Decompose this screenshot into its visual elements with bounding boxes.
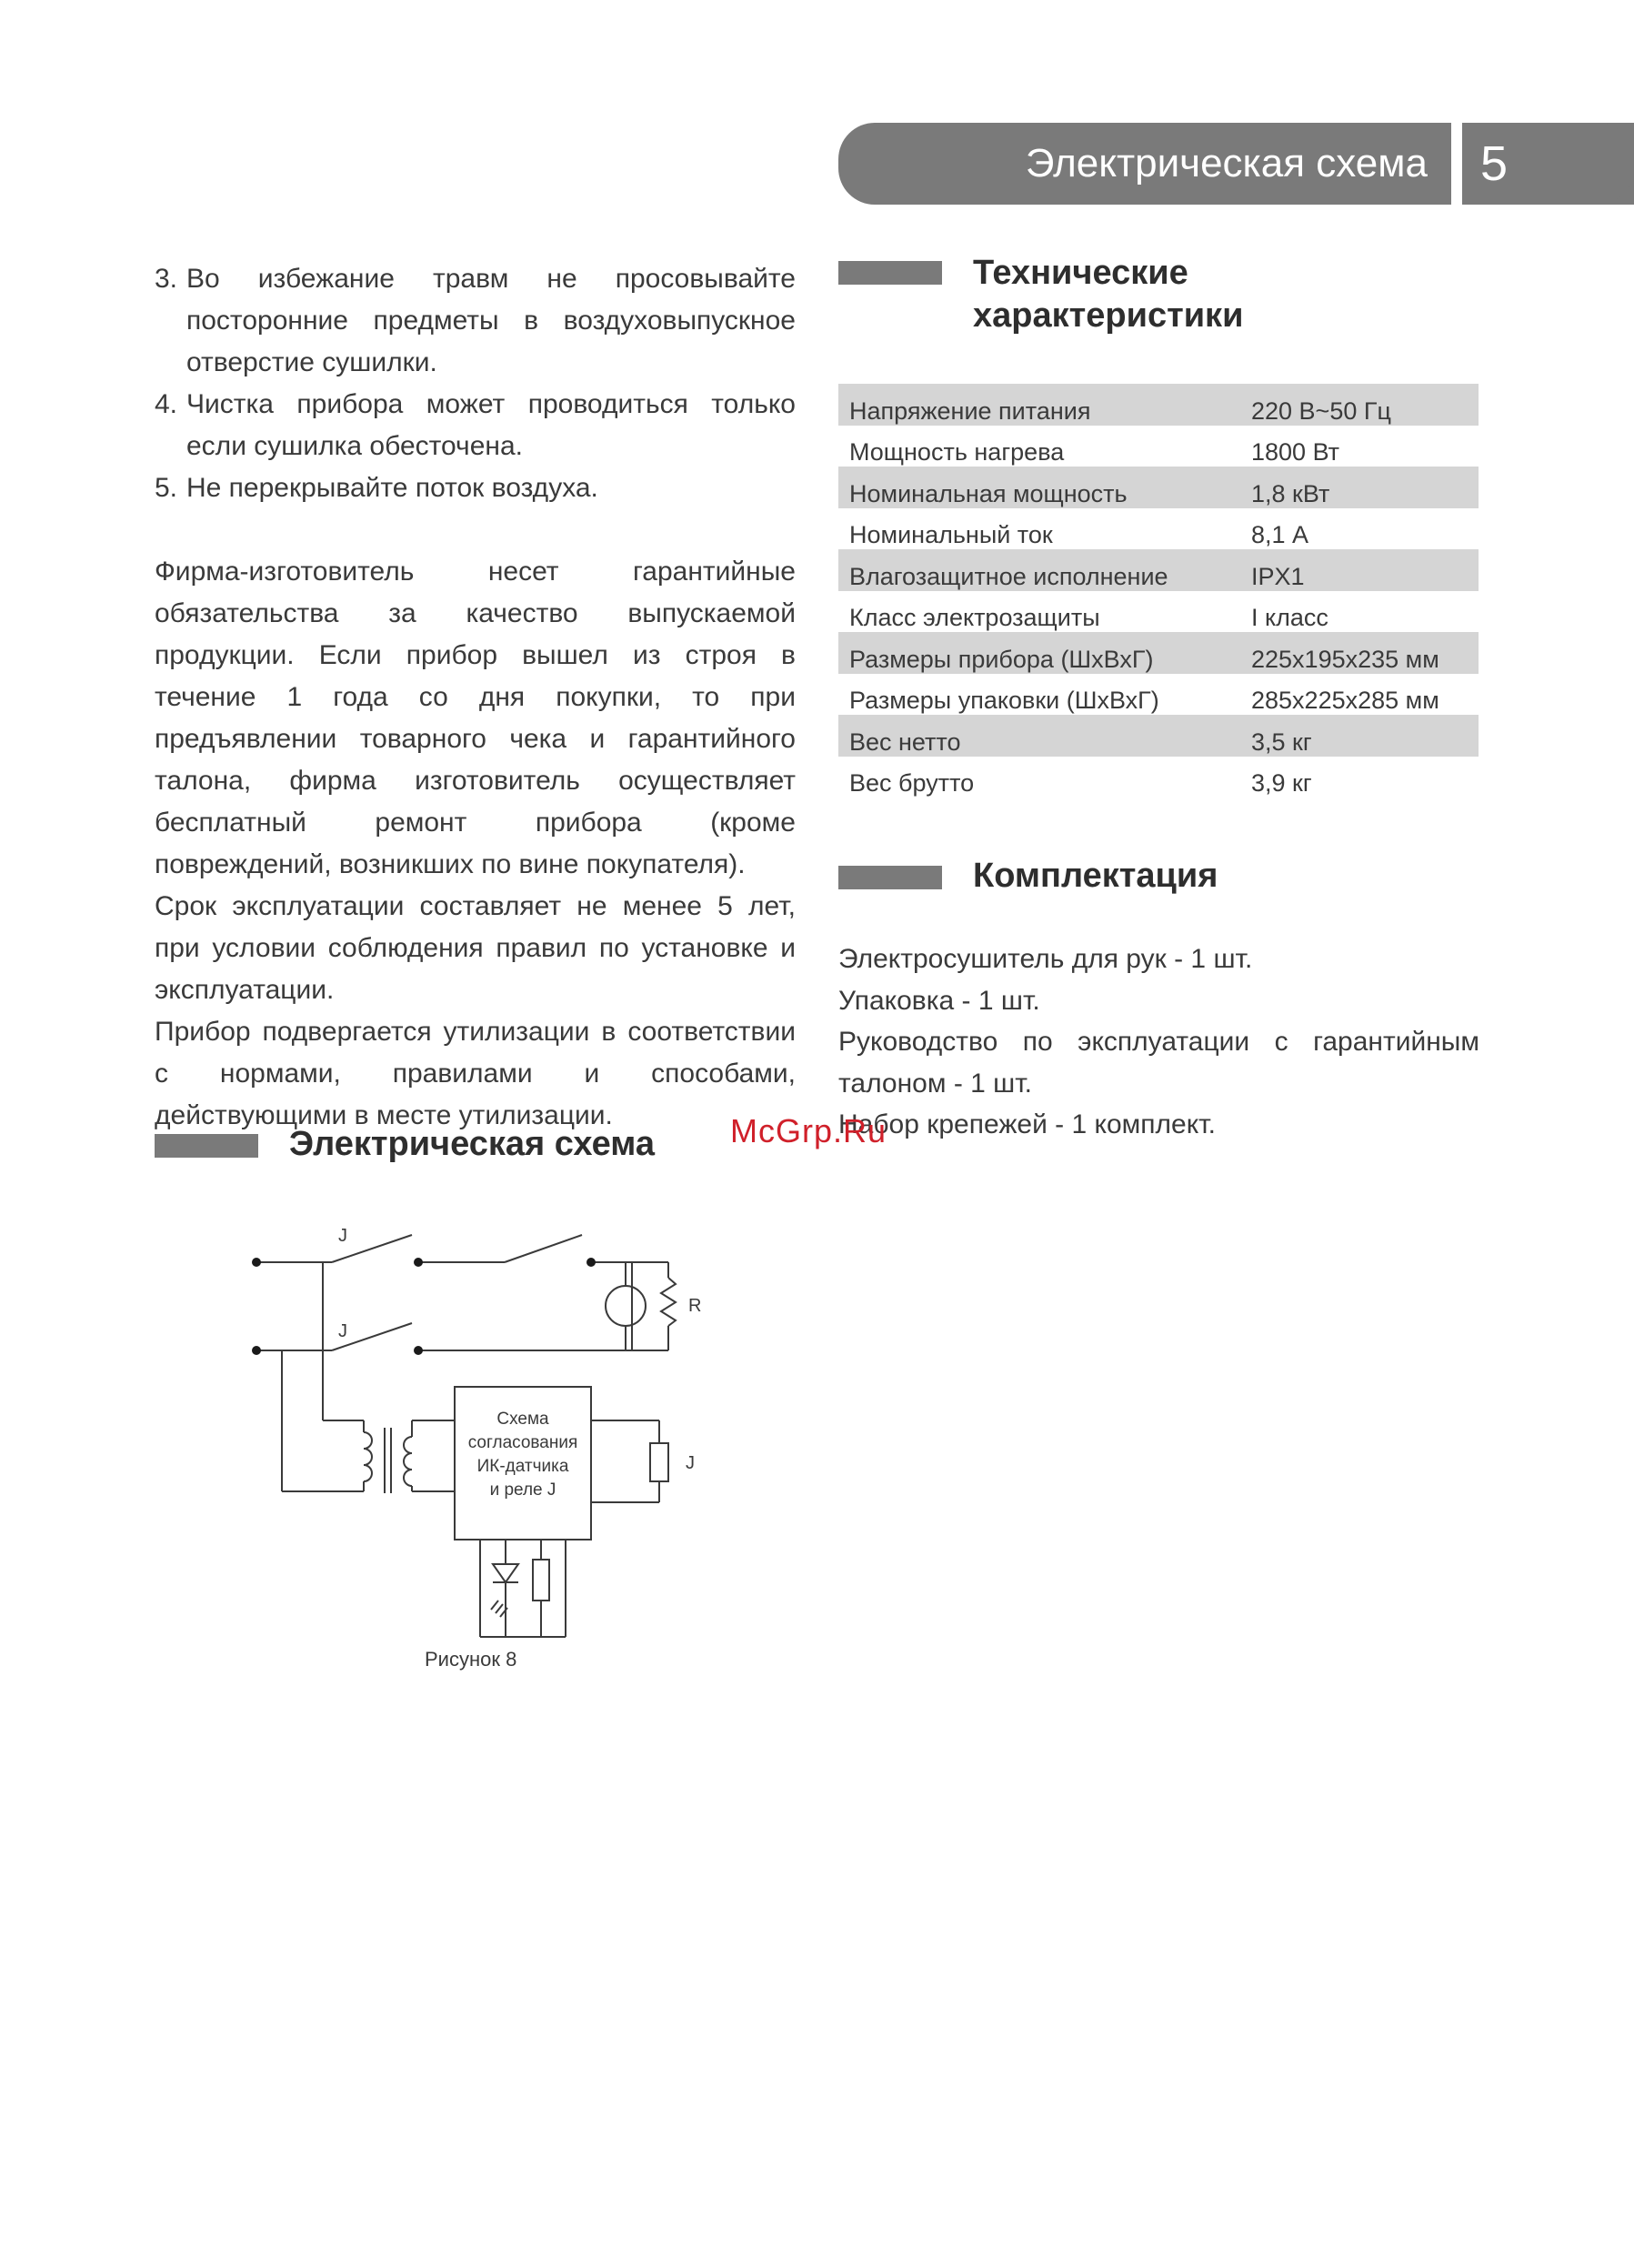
terminal-dot	[414, 1346, 423, 1355]
terminal-dot	[252, 1346, 261, 1355]
kit-item: Набор крепежей - 1 комплект.	[838, 1109, 1216, 1139]
spec-value: 1,8 кВт	[1240, 467, 1479, 508]
page-number: 5	[1480, 136, 1509, 191]
relay-coil-label: J	[686, 1453, 695, 1473]
terminal-dot	[252, 1258, 261, 1267]
kit-item: Руководство по эксплуатации с гарантийным талоном - 1 шт.	[838, 1027, 1479, 1099]
spec-label: Номинальный ток	[849, 521, 1053, 548]
table-row	[838, 426, 1479, 467]
spec-label: Номинальная мощность	[838, 467, 1240, 508]
disposal-paragraph: Прибор подвергается утилизации в соответствии с нормами, правилами и способами, действующими в месте утилизации.	[155, 1017, 796, 1130]
kit-list	[838, 938, 1479, 1146]
spec-label: Вес брутто	[849, 769, 975, 797]
relay-coil	[650, 1443, 668, 1481]
spec-value: 3,9 кг	[1251, 769, 1312, 797]
block-label-line2: согласования	[467, 1433, 578, 1452]
terminal-dot	[586, 1258, 596, 1267]
kit-title: Комплектация	[973, 857, 1218, 895]
table-row	[838, 508, 1479, 550]
table-row	[838, 549, 1479, 591]
schema-title: Электрическая схема	[289, 1125, 655, 1163]
specs-title	[973, 252, 1243, 337]
relay-label-mid: J	[338, 1321, 347, 1341]
table-row	[838, 591, 1479, 633]
list-item	[155, 384, 796, 467]
spec-value: 1800 Вт	[1251, 438, 1340, 466]
safety-list	[155, 258, 796, 509]
resistor-label: R	[688, 1296, 702, 1316]
header-divider	[1451, 123, 1462, 205]
ir-diode	[493, 1564, 518, 1582]
spec-value: I класс	[1251, 604, 1328, 631]
watermark: McGrp.Ru	[730, 1112, 887, 1149]
transformer-secondary	[404, 1437, 412, 1486]
list-number: 3.	[155, 264, 178, 294]
spec-value: 285х225х285 мм	[1251, 687, 1439, 714]
spec-value: 3,5 кг	[1240, 715, 1479, 757]
terminal-dot	[414, 1258, 423, 1267]
list-text: Чистка прибора может проводиться только если сушилка обесточена.	[186, 389, 796, 461]
heater-resistor	[661, 1278, 676, 1326]
spec-value: IPX1	[1240, 549, 1479, 591]
table-row	[838, 632, 1479, 674]
figure-caption: Рисунок 8	[425, 1648, 517, 1671]
block-label-line1: Схема	[496, 1410, 549, 1429]
spec-label: Напряжение питания	[838, 384, 1240, 426]
section-bar	[155, 1134, 258, 1158]
block-label-line3: ИК-датчика	[476, 1457, 569, 1476]
light-ray	[496, 1604, 503, 1613]
table-row	[838, 467, 1479, 508]
table-row	[838, 384, 1479, 426]
kit-item: Упаковка - 1 шт.	[838, 985, 1040, 1016]
table-row	[838, 715, 1479, 757]
list-text: Не перекрывайте поток воздуха.	[186, 473, 598, 503]
spec-label: Размеры упаковки (ШхВхГ)	[849, 687, 1159, 714]
spec-label: Мощность нагрева	[849, 438, 1065, 466]
section-bar	[838, 866, 942, 889]
table-row	[838, 674, 1479, 716]
fan-motor	[606, 1286, 646, 1326]
specs-title-line1: Технические	[973, 254, 1188, 292]
spec-label: Класс электрозащиты	[849, 604, 1100, 631]
light-ray	[491, 1601, 498, 1610]
section-bar	[838, 261, 942, 285]
list-item	[155, 467, 796, 509]
relay-label-top: J	[338, 1226, 347, 1246]
spec-value: 225х195х235 мм	[1240, 632, 1479, 674]
spec-label: Размеры прибора (ШхВхГ)	[838, 632, 1240, 674]
spec-value: 220 В~50 Гц	[1240, 384, 1479, 426]
spec-value: 8,1 А	[1251, 521, 1309, 548]
list-number: 5.	[155, 473, 178, 503]
spec-label: Влагозащитное исполнение	[838, 549, 1240, 591]
table-row	[838, 757, 1479, 798]
header-title: Электрическая схема	[1025, 141, 1428, 186]
list-number: 4.	[155, 389, 178, 419]
service-life-paragraph: Срок эксплуатации составляет не менее 5 лет, при условии соблюдения правил по установке и эксплуатации.	[155, 891, 796, 1005]
specs-title-line2: характеристики	[973, 296, 1244, 335]
switch-2	[505, 1235, 582, 1262]
specs-table	[838, 384, 1479, 798]
spec-label: Вес нетто	[838, 715, 1240, 757]
list-item	[155, 258, 796, 384]
kit-item: Электросушитель для рук - 1 шт.	[838, 944, 1253, 974]
list-text: Во избежание травм не просовывайте посторонние предметы в воздуховыпускное отверстие сушилки.	[186, 264, 796, 377]
wiring-diagram	[246, 1209, 718, 1646]
left-column	[155, 258, 796, 1137]
transformer-primary	[364, 1432, 372, 1481]
block-label-line4: и реле J	[489, 1480, 556, 1500]
sensor-resistor	[533, 1560, 549, 1601]
warranty-paragraph: Фирма-изготовитель несет гарантийные обязательства за качество выпускаемой продукции. Если прибор вышел из строя в течение 1 года со дня покупки, то при предъявлении товарного чека и гарантийного талона, фирма изготовитель осуществляет бесплатный ремонт прибора (кроме повреждений, возникших по вине покупателя).	[155, 557, 796, 879]
